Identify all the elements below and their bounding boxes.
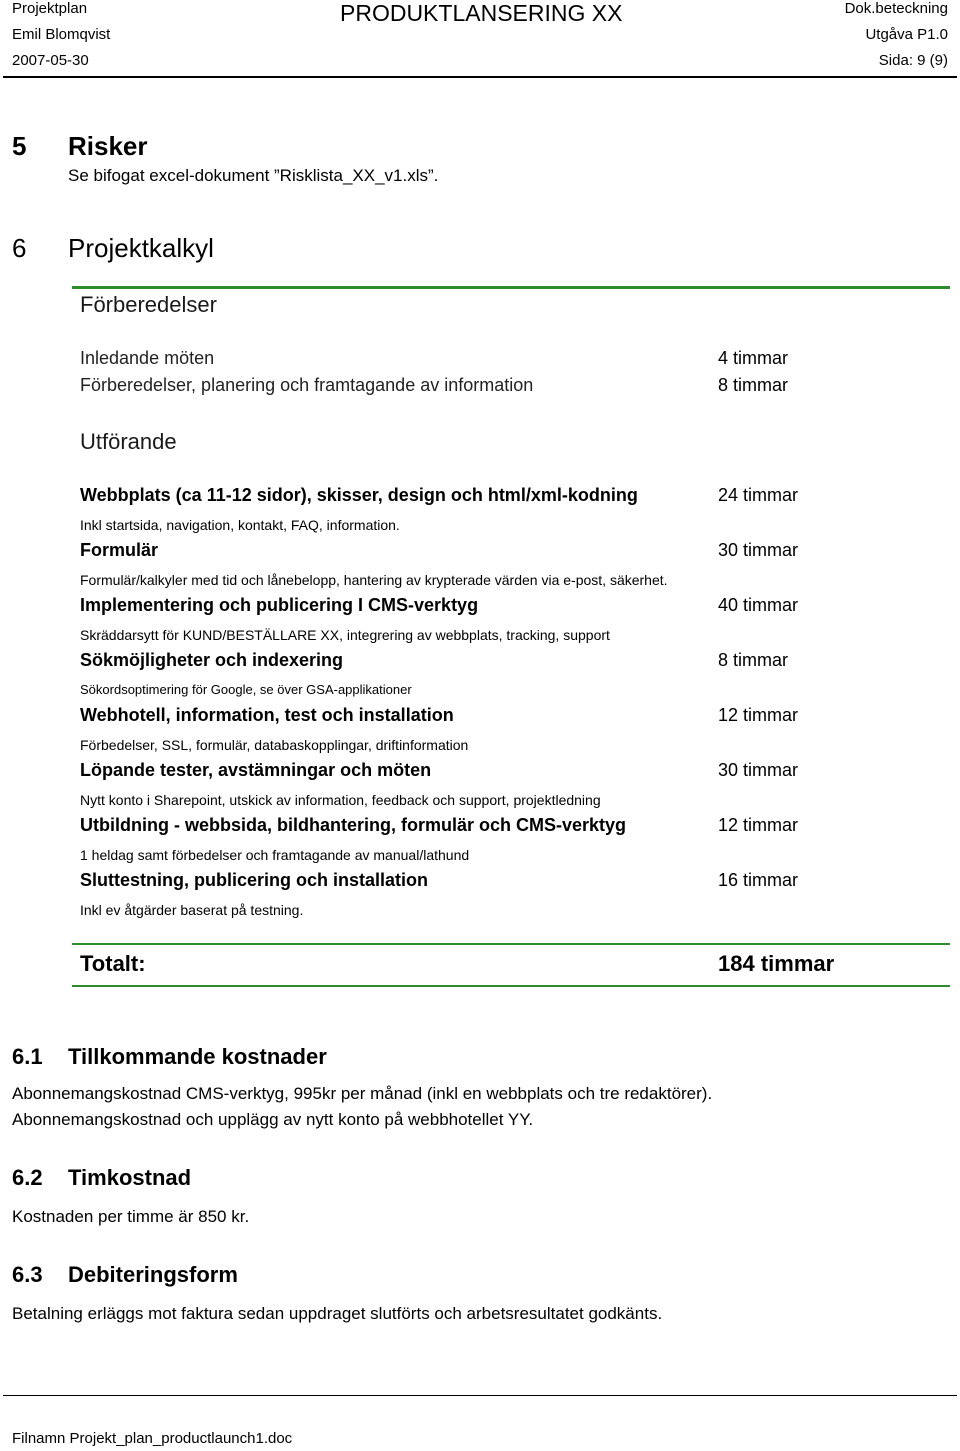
task-description: Nytt konto i Sharepoint, utskick av information, feedback och support, projektledning xyxy=(80,792,601,808)
header-divider xyxy=(3,76,957,78)
task-hours: 12 timmar xyxy=(718,815,799,835)
task-description: Skräddarsytt för KUND/BESTÄLLARE XX, integrering av webbplats, tracking, support xyxy=(80,627,610,643)
task-description: Inkl ev åtgärder baserat på testning. xyxy=(80,902,304,918)
task-description: Förbedelser, SSL, formulär, databaskopplingar, driftinformation xyxy=(80,737,469,753)
task-description: Sökordsoptimering för Google, se över GSA-applikationer xyxy=(80,682,412,697)
task-description: Formulär/kalkyler med tid och lånebelopp, hantering av krypterade värden via e-post, säkerhet. xyxy=(80,572,668,588)
task-label: Webbplats (ca 11-12 sidor), skisser, design och html/xml-kodning xyxy=(80,485,638,505)
header-title: PRODUKTLANSERING XX xyxy=(340,0,623,26)
table-top-rule xyxy=(72,286,950,289)
section-number: 6 xyxy=(12,233,27,263)
task-label: Löpande tester, avstämningar och möten xyxy=(80,760,432,780)
total-value: 184 timmar xyxy=(718,951,835,976)
prep-row-label: Inledande möten xyxy=(80,348,215,368)
task-hours: 8 timmar xyxy=(718,650,789,670)
section-number: 6.2 xyxy=(12,1165,43,1190)
prep-heading: Förberedelser xyxy=(80,292,217,317)
footer-filename: Filnamn Projekt_plan_productlaunch1.doc xyxy=(12,1430,293,1447)
header-doc-type: Projektplan xyxy=(12,0,88,17)
exec-heading: Utförande xyxy=(80,429,177,454)
task-hours: 30 timmar xyxy=(718,760,799,780)
task-hours: 16 timmar xyxy=(718,870,799,890)
task-label: Utbildning - webbsida, bildhantering, formulär och CMS-verktyg xyxy=(80,815,627,835)
cost-line: Abonnemangskostnad och upplägg av nytt konto på webbhotellet YY. xyxy=(12,1110,534,1129)
prep-row-hours: 4 timmar xyxy=(718,348,789,368)
task-hours: 40 timmar xyxy=(718,595,799,615)
section-title: Projektkalkyl xyxy=(68,233,214,263)
task-description: Inkl startsida, navigation, kontakt, FAQ, information. xyxy=(80,517,400,533)
task-hours: 12 timmar xyxy=(718,705,799,725)
section-title: Risker xyxy=(68,131,148,161)
section-number: 6.1 xyxy=(12,1044,43,1069)
header-version: Utgåva P1.0 xyxy=(865,26,948,43)
section-title: Timkostnad xyxy=(68,1165,192,1190)
task-label: Sökmöjligheter och indexering xyxy=(80,650,344,670)
task-label: Formulär xyxy=(80,540,159,560)
footer-divider xyxy=(3,1395,957,1396)
prep-row-label: Förberedelser, planering och framtagande av information xyxy=(80,375,534,395)
hourly-rate-text: Kostnaden per timme är 850 kr. xyxy=(12,1207,250,1226)
section-number: 6.3 xyxy=(12,1262,43,1287)
table-bottom-rule xyxy=(72,943,950,945)
task-hours: 24 timmar xyxy=(718,485,799,505)
total-label: Totalt: xyxy=(80,951,146,976)
header-page-number: Sida: 9 (9) xyxy=(878,52,948,69)
section-title: Debiteringsform xyxy=(68,1262,238,1287)
task-label: Implementering och publicering I CMS-verktyg xyxy=(80,595,479,615)
risk-reference-text: Se bifogat excel-dokument ”Risklista_XX_v1.xls”. xyxy=(68,166,439,185)
section-title: Tillkommande kostnader xyxy=(68,1044,327,1069)
billing-text: Betalning erläggs mot faktura sedan uppdraget slutförts och arbetsresultatet godkänts. xyxy=(12,1304,663,1323)
task-label: Webhotell, information, test och installation xyxy=(80,705,454,725)
section-number: 5 xyxy=(12,131,27,161)
task-hours: 30 timmar xyxy=(718,540,799,560)
header-date: 2007-05-30 xyxy=(12,52,89,69)
prep-row-hours: 8 timmar xyxy=(718,375,789,395)
task-description: 1 heldag samt förbedelser och framtagande av manual/lathund xyxy=(80,847,470,863)
cost-line: Abonnemangskostnad CMS-verktyg, 995kr per månad (inkl en webbplats och tre redaktörer). xyxy=(12,1084,713,1103)
total-underline xyxy=(72,985,950,987)
header-author: Emil Blomqvist xyxy=(12,26,111,43)
header-doc-id: Dok.beteckning xyxy=(844,0,948,17)
task-label: Sluttestning, publicering och installation xyxy=(80,870,429,890)
